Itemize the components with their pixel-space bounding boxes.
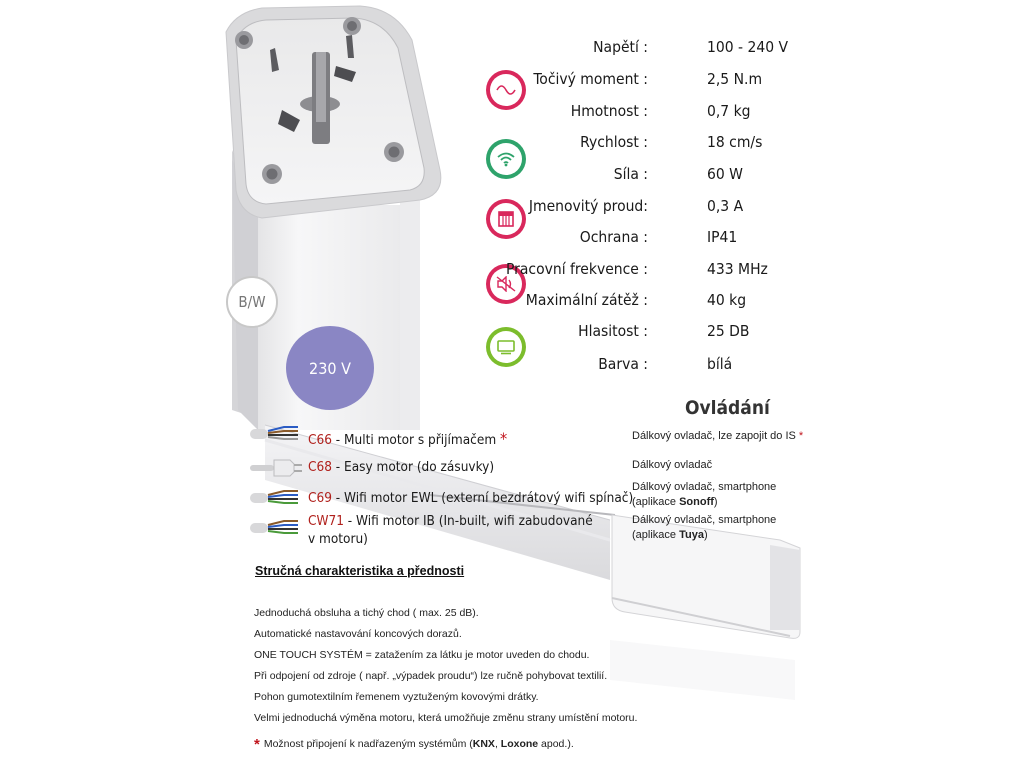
footnote-text: Možnost připojení k nadřazeným systémům ( xyxy=(263,738,473,750)
control-text-app-suffix: ) xyxy=(703,529,708,541)
control-app-name: Sonoff xyxy=(679,496,714,508)
spec-row xyxy=(480,197,840,225)
color-mode-badge xyxy=(226,276,278,328)
asterisk-mark: * xyxy=(798,430,804,442)
feature-item: Při odpojení od zdroje ( např. „výpadek proudu“) lze ručně pohybovat textilií. xyxy=(254,670,608,682)
control-desc-c68 xyxy=(632,458,712,473)
spec-row xyxy=(480,355,840,383)
feature-item: Automatické nastavování koncových dorazů. xyxy=(254,628,462,640)
cable-wires-icon xyxy=(250,488,300,508)
model-description: - Wifi motor IB (In-built, wifi zabudované xyxy=(343,513,593,529)
control-section-title: Ovládání xyxy=(685,397,770,419)
power-plug-icon xyxy=(250,456,304,480)
spec-label: Rychlost : xyxy=(580,133,648,151)
spec-value: 100 - 240 V xyxy=(707,38,789,56)
model-item-cw71-line2 xyxy=(308,531,368,547)
spec-value: 2,5 N.m xyxy=(707,70,763,88)
spec-row xyxy=(480,260,840,288)
color-mode-badge-text: B/W xyxy=(238,293,266,311)
spec-value: 60 W xyxy=(707,165,743,183)
model-description: - Easy motor (do zásuvky) xyxy=(331,459,495,475)
asterisk-mark: * xyxy=(254,736,260,753)
spec-value: bílá xyxy=(707,355,733,373)
footnote-separator: , xyxy=(494,738,501,750)
control-desc-c69 xyxy=(632,480,776,510)
spec-value: 18 cm/s xyxy=(707,133,763,151)
spec-label: Barva : xyxy=(598,355,648,373)
model-item-cw71 xyxy=(308,513,593,529)
spec-label: Hmotnost : xyxy=(570,102,648,120)
control-desc-cw71 xyxy=(632,513,776,543)
spec-label: Maximální zátěž : xyxy=(525,291,648,309)
feature-item: Pohon gumotextilním řemenem vyztuženým kovovými drátky. xyxy=(254,691,539,703)
footnote-bold-knx: KNX xyxy=(472,738,495,750)
spec-row xyxy=(480,291,840,319)
feature-item: Jednoduchá obsluha a tichý chod ( max. 25 dB). xyxy=(254,607,479,619)
spec-row xyxy=(480,165,840,193)
control-text: Dálkový ovladač, smartphone xyxy=(632,481,777,493)
control-text: Dálkový ovladač xyxy=(632,459,713,471)
control-text-app-prefix: (aplikace xyxy=(632,529,680,541)
feature-item: Velmi jednoduchá výměna motoru, která umožňuje změnu strany umístění motoru. xyxy=(254,712,638,724)
spec-label: Síla : xyxy=(613,165,648,183)
spec-row xyxy=(480,70,840,98)
voltage-badge-text: 230 V xyxy=(309,358,351,378)
control-text-app-suffix: ) xyxy=(713,496,718,508)
footnote-bold-loxone: Loxone xyxy=(500,738,539,750)
model-code: C66 xyxy=(308,432,332,448)
control-text: Dálkový ovladač, lze zapojit do IS xyxy=(632,430,799,442)
spec-row xyxy=(480,322,840,350)
spec-label: Hlasitost : xyxy=(578,322,648,340)
spec-label: Jmenovitý proud: xyxy=(528,197,648,215)
footnote-text-end: apod.). xyxy=(538,738,574,750)
spec-value: 433 MHz xyxy=(707,260,768,278)
spec-value: 0,7 kg xyxy=(707,102,751,120)
spec-row xyxy=(480,38,840,66)
control-text: Dálkový ovladač, smartphone xyxy=(632,514,777,526)
spec-label: Ochrana : xyxy=(579,228,648,246)
control-desc-c66 xyxy=(632,429,803,444)
model-description-line2: v motoru) xyxy=(308,531,368,547)
spec-label: Napětí : xyxy=(593,38,648,56)
model-code: C68 xyxy=(308,459,332,475)
model-item-c68 xyxy=(308,459,494,475)
control-app-name: Tuya xyxy=(679,529,704,541)
spec-label: Točivý moment : xyxy=(533,70,648,88)
model-description: - Multi motor s přijímačem xyxy=(331,432,501,448)
model-code: CW71 xyxy=(308,513,344,529)
model-item-c66 xyxy=(308,429,507,448)
feature-item: ONE TOUCH SYSTÉM = zatažením za látku je motor uveden do chodu. xyxy=(254,649,590,661)
spec-value: 25 DB xyxy=(707,322,750,340)
asterisk-mark: * xyxy=(500,429,508,448)
spec-value: IP41 xyxy=(707,228,738,246)
spec-label: Pracovní frekvence : xyxy=(506,260,648,278)
model-description: - Wifi motor EWL (externí bezdrátový wifi spínač) xyxy=(331,490,634,506)
features-title: Stručná charakteristika a přednosti xyxy=(255,564,465,578)
control-text-app-prefix: (aplikace xyxy=(632,496,680,508)
cable-wires-icon xyxy=(250,424,300,444)
spec-row xyxy=(480,102,840,130)
spec-value: 0,3 A xyxy=(707,197,744,215)
spec-row xyxy=(480,133,840,161)
cable-wires-icon xyxy=(250,518,300,538)
spec-row xyxy=(480,228,840,256)
voltage-badge xyxy=(286,326,374,410)
footnote xyxy=(254,734,574,751)
spec-value: 40 kg xyxy=(707,291,747,309)
model-code: C69 xyxy=(308,490,332,506)
model-item-c69 xyxy=(308,490,633,506)
